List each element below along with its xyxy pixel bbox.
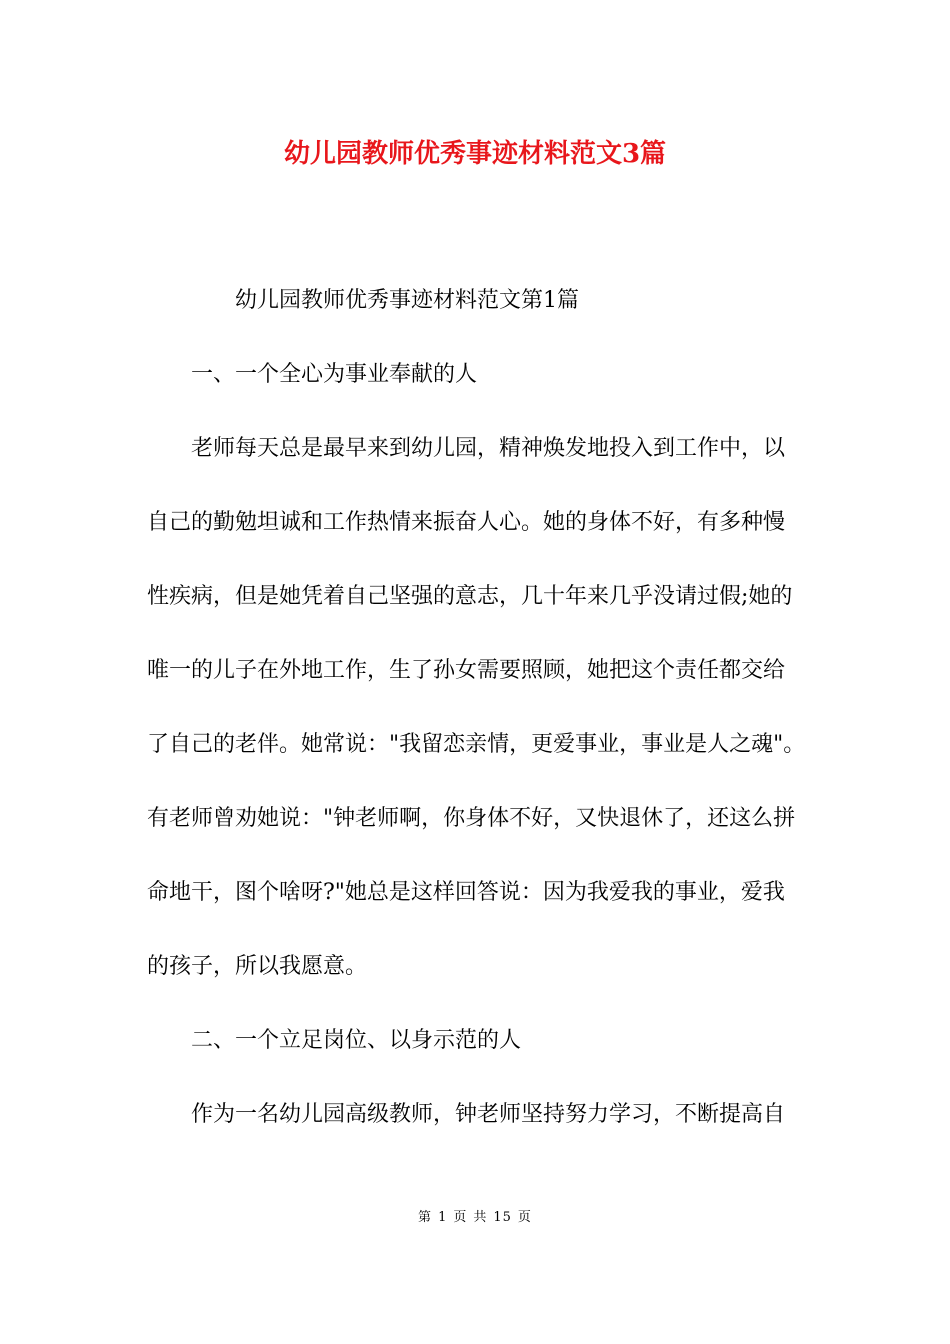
section-heading: 幼儿园教师优秀事迹材料范文第1篇 bbox=[235, 288, 579, 313]
paragraph-line: 老师每天总是最早来到幼儿园，精神焕发地投入到工作中，以 bbox=[191, 436, 786, 461]
paragraph-line: 命地干，图个啥呀?"她总是这样回答说：因为我爱我的事业，爱我 bbox=[147, 880, 785, 905]
paragraph-line: 了自己的老伴。她常说："我留恋亲情，更爱事业，事业是人之魂"。 bbox=[147, 732, 806, 757]
footer-prefix: 第 bbox=[418, 1210, 433, 1225]
paragraph-line: 唯一的儿子在外地工作，生了孙女需要照顾，她把这个责任都交给 bbox=[147, 658, 786, 683]
footer-total-pages: 15 bbox=[493, 1210, 512, 1225]
subheading: 二、一个立足岗位、以身示范的人 bbox=[191, 1028, 522, 1053]
paragraph-line: 的孩子，所以我愿意。 bbox=[147, 954, 368, 979]
paragraph-line: 作为一名幼儿园高级教师，钟老师坚持努力学习，不断提高自 bbox=[191, 1102, 786, 1127]
footer-page-word: 页 bbox=[453, 1210, 468, 1225]
paragraph-line: 有老师曾劝她说："钟老师啊，你身体不好，又快退休了，还这么拼 bbox=[147, 806, 796, 831]
subheading: 一、一个全心为事业奉献的人 bbox=[191, 362, 478, 387]
page-footer bbox=[0, 1209, 950, 1227]
footer-suffix: 页 bbox=[517, 1210, 532, 1225]
footer-total-word: 共 bbox=[473, 1210, 488, 1225]
document-title: 幼儿园教师优秀事迹材料范文3篇 bbox=[283, 139, 667, 169]
document-body bbox=[147, 264, 809, 1152]
paragraph-line: 自己的勤勉坦诚和工作热情来振奋人心。她的身体不好，有多种慢 bbox=[147, 510, 786, 535]
paragraph-line: 性疾病，但是她凭着自己坚强的意志，几十年来几乎没请过假;她的 bbox=[147, 584, 793, 609]
footer-current-page: 1 bbox=[438, 1210, 448, 1225]
